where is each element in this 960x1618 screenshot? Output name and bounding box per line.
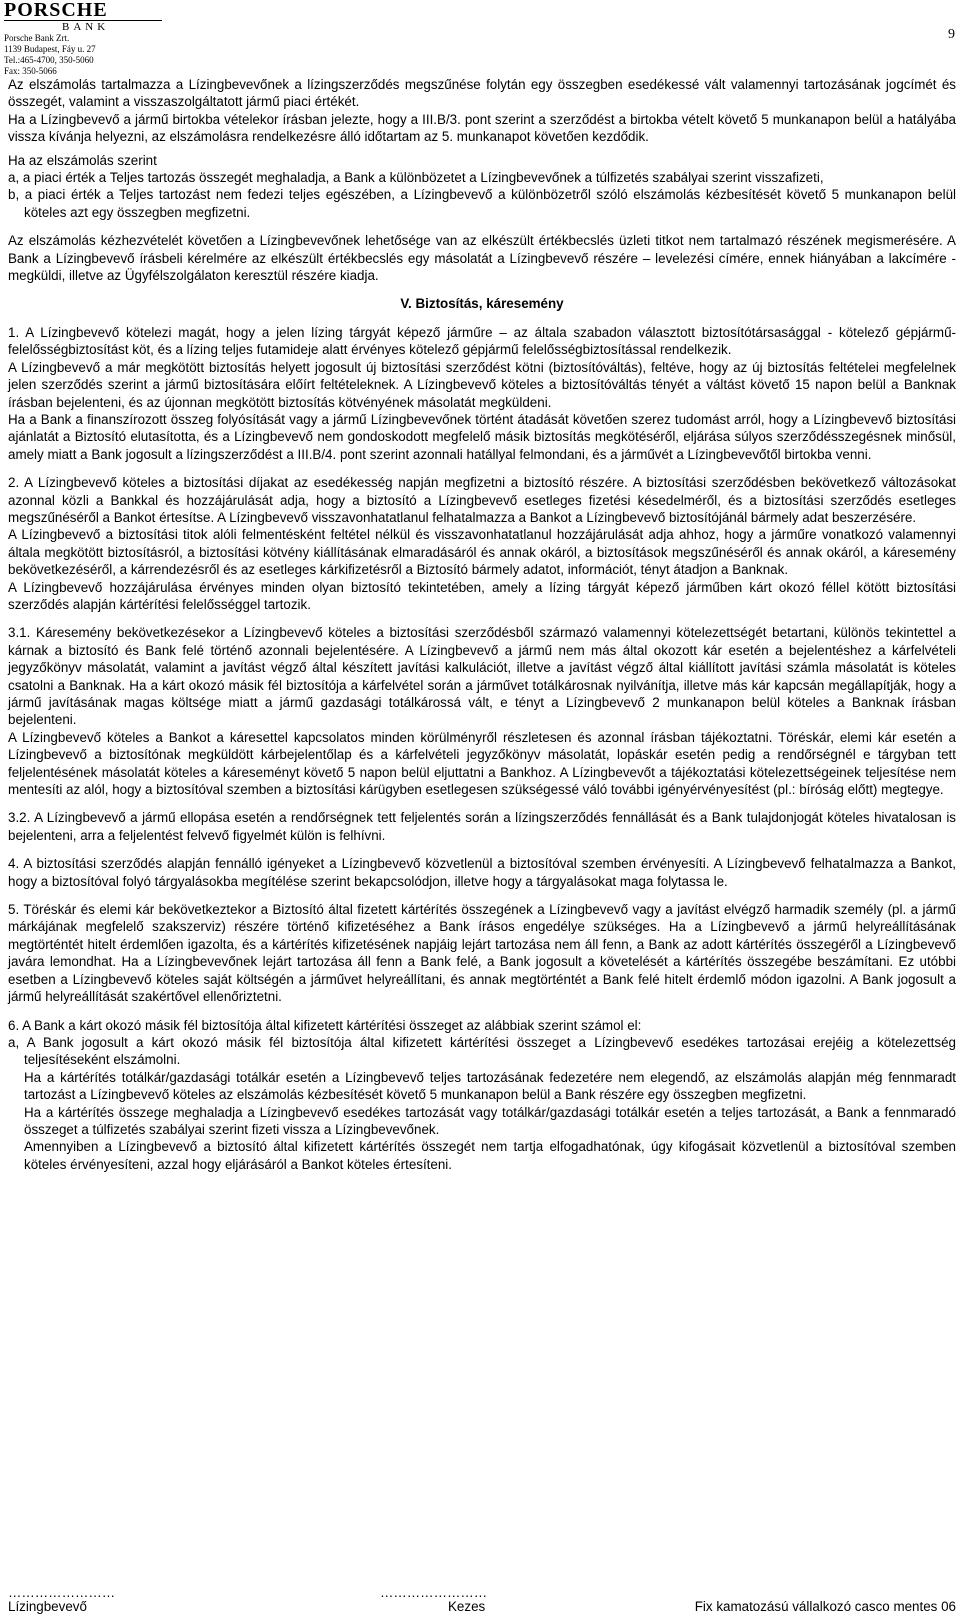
paragraph: Ha a kártérítés összege meghaladja a Lízingbevevő esedékes tartozását vagy totálkár/gazdasági totálkár esetén a teljes tartozását, a Bank a fennmaradó összeget a túlfizetés szabályai szerint fizeti vissza a Lízingbevevőnek. [24,1104,956,1137]
list-item: a, A Bank jogosult a kárt okozó másik fél biztosítója által kifizetett kártérítési összeget a Lízingbevevő esedékes tartozásai erejéig a kötelezettség teljesítéseként elszámolni. [8,1034,956,1068]
address-fax: Fax: 350-5066 [4,66,57,76]
letterhead [4,1,174,77]
address-company: Porsche Bank Zrt. [4,33,70,43]
paragraph: 2. A Lízingbevevő köteles a biztosítási díjakat az esedékesség napján megfizetni a biztosító részére. A biztosítási szerződésben bekövetkező változásokat azonnal közli a Bankkal és hozzájárulását adja, hogy a biztosító a Lízingbevevő esetleges fizetési késedelméről, és a biztosítási szerződés esetleges megszűnéséről a Bankot értesítse. A Lízingbevevő visszavonhatatlanul felhatalmazza a Bankot a Lízingbevevő biztosítójánál bármely adat beszerzésére. [8,475,956,525]
signature-label-guarantor: Kezes [448,1599,486,1614]
address-street: 1139 Budapest, Fáy u. 27 [4,44,96,54]
paragraph: A Lízingbevevő köteles a Bankot a káresettel kapcsolatos minden körülményről részletesen és azonnal írásban tájékoztatni. Töréskár, elemi kár esetén a Lízingbevevő a biztosítónak megküldött kárbejelentőlap és a kárfelvételi jegyzőkönyv másolatát, lopáskár esetén pedig a rendőrségnél e tárgyban tett feljelentésének másolatát köteles a káreseményt követő 5 napon belül eljuttatni a Bankhoz. A Lízingbevevőt a tájékoztatási kötelezettségeinek teljesítése nem mentesíti az alól, hogy a biztosítóval szemben a biztosítási kárügyben esetlegesen szükségessé váló további igényérvényesítést (pl.: bíróság előtt) megtegye. [8,729,956,798]
paragraph: 3.2. A Lízingbevevő a jármű ellopása esetén a rendőrségnek tett feljelentés során a lízingszerződés fennállását és a Bank tulajdonjogát köteles hivatalosan is bejelenteni, arra a feljelentést felvevő figyelmét külön is felhívni. [8,810,956,843]
paragraph: 1. A Lízingbevevő kötelezi magát, hogy a jelen lízing tárgyát képező járműre – az általa szabadon választott biztosítótársasággal - kötelező gépjármű-felelősségbiztosítást köt, és a lízing teljes futamideje alatt érvényes kötelező gépjármű felelősségbiztosítással rendelkezik. [8,324,956,358]
paragraph: 5. Töréskár és elemi kár bekövetkeztekor a Biztosító által fizetett kártérítés összegének a Lízingbevevő vagy a javítást elvégző harmadik személy (pl. a jármű márkájának megfelelő szakszerviz) részére történő kifizetéséhez a Bank írásos engedélye szükséges. Ha a Lízingbevevő a jármű helyreállításának megtörténtét hitelt érdemlően igazolta, és a kártérítés kifizetésének napjáig lejárt tartozása nem áll fenn, a Bank az adott kártérítés összegéről a Lízingbevevő javára lemondhat. Ha a Lízingbevevőnek lejárt tartozása áll fenn a Bank felé, a Bank jogosult a követelését a kártérítés összegébe beszámítani. Ez utóbbi esetben a Lízingbevevő köteles saját költségén a járművet helyreállítani, és annak megtörténtét a Bank felé hitelt érdemlő módon igazolni. A Bank jogosult a jármű helyreállítását szakértővel ellenőriztetni. [8,902,956,1005]
paragraph: Ha a kártérítés totálkár/gazdasági totálkár esetén a Lízingbevevő teljes tartozásának fedezetére nem elegendő, az elszámolás alapján még fennmaradt tartozást a Lízingbevevő köteles az elszámolás kézbesítését követő 5 munkanapon belül a Bank részére egy összegben megfizetni. [24,1069,956,1103]
logo-subtitle: BANK [62,21,110,33]
section-heading: V. Biztosítás, káresemény [400,296,564,312]
paragraph: Amennyiben a Lízingbevevő a biztosító által kifizetett kártérítés összegét nem tartja elfogadhatónak, úgy kifogásait közvetlenül a biztosítóval szemben köteles érvényesíteni, azzal hogy eljárásáról a Bankot köteles értesíteni. [24,1139,956,1172]
contract-name: Fix kamatozású vállalkozó casco mentes 06 [694,1599,956,1614]
porsche-bank-logo: PORSCHE [4,0,108,21]
paragraph: 4. A biztosítási szerződés alapján fennálló igényeket a Lízingbevevő közvetlenül a biztosítóval szemben érvényesíti. A Lízingbevevő felhatalmazza a Bankot, hogy a biztosítóval folyó tárgyalásokba megítélése szerint bekapcsolódjon, illetve hogy a tárgyalásokat maga folytassa le. [8,856,956,889]
address-phone: Tel.:465-4700, 350-5060 [4,55,94,65]
list-item: b, a piaci érték a Teljes tartozást nem fedezi teljes egészében, a Lízingbevevő a különbözetről szóló elszámolás kézbesítését követő 5 munkanapon belül köteles azt egy összegben megfizetni. [8,187,956,220]
signature-line-1: …………………… [8,1585,116,1600]
paragraph: 3.1. Káresemény bekövetkezésekor a Lízingbevevő köteles a biztosítási szerződésből származó valamennyi kötelezettségét betartani, különös tekintettel a kárnak a biztosító és Bank felé történő azonnali bejelentésére. A Lízingbevevő a jármű nem más által okozott kár esetén a bejelentéshez a kárfelvételi jegyzőkönyv másolatát, valamint a javítást végző által készített javítási kalkulációt, illetve a javítást végző által kiállított javítási számla másolatát is köteles csatolni a Banknak. Ha a kárt okozó másik fél biztosítója a kárfelvétel során a járművet totálkárosnak nyilvánítja, illetve más kár kapcsán megállapítják, hogy a jármű javításának magas költsége miatt a jármű gazdasági totálkárossá vált, e tényt a Lízingbevevő 2 munkanapon belül köteles a Banknak írásban bejelenteni. [8,625,956,728]
paragraph: A Lízingbevevő hozzájárulása érvényes minden olyan biztosító tekintetében, amely a lízing tárgyát képező járműben kárt okozó féllel kötött biztosítási szerződés alapján kártérítési felelősséggel tartozik. [8,579,956,612]
paragraph: Ha a Lízingbevevő a jármű birtokba vételekor írásban jelezte, hogy a III.B/3. pont szerint a szerződést a birtokba vételt követő 5 munkanapon belül a hatályába vissza kívánja helyezni, az elszámolásra rendelkezésre álló időtartam az 5. munkanapot követően kezdődik. [8,111,956,145]
page-number: 9 [948,27,955,42]
list-item: a, a piaci érték a Teljes tartozás összegét meghaladja, a Bank a különbözetet a Lízingbevevőnek a túlfizetés szabályai szerint visszafizeti, [8,170,824,186]
signature-line-2: …………………… [380,1585,488,1600]
paragraph: A Lízingbevevő a már megkötött biztosítás helyett jogosult új biztosítási szerződést kötni (biztosítóváltás), feltéve, hogy az új biztosítás feltételei megfelelnek jelen szerződés szerint a jármű biztosítására előírt feltételeknek. A Lízingbevevő köteles a biztosítóváltás tényét a váltást követő 15 napon belül a Banknak írásban bejelenteni, és az újonnan megkötött biztosítás kötvényének másolatát megküldeni. [8,359,956,410]
paragraph: Az elszámolás kézhezvételét követően a Lízingbevevőnek lehetősége van az elkészült értékbecslés üzleti titkot nem tartalmazó részének megismerésére. A Bank a Lízingbevevő írásbeli kérelmére az elkészült értékbecslés egy másolatát a Lízingbevevő részére – levelezési címére, ennek hiányában a lakcímére - megküldi, illetve az Ügyfélszolgálaton keresztül részére kiadja. [8,233,956,284]
document-body [8,76,956,1173]
paragraph: A Lízingbevevő a biztosítási titok alóli felmentésként feltétel nélkül és visszavonhatatlanul hozzájárulását adja ahhoz, hogy a járműre vonatkozó valamennyi általa megkötött biztosításról, a biztosítási kötvény kiállításának elmaradásáról és annak okáról, a biztosítások megszűnéséről és annak okáról, a káresemény bekövetkezéséről, a kárrendezésről és az esetleges kárkifizetésről a Biztosító bármely adatot, információt, tényt átadjon a Banknak. [8,527,956,578]
paragraph: 6. A Bank a kárt okozó másik fél biztosítója által kifizetett kártérítési összeget az alábbiak szerint számol el: [8,1017,642,1033]
paragraph: Ha a Bank a finanszírozott összeg folyósítását vagy a jármű Lízingbevevőnek történt átadását követően szerez tudomást arról, hogy a Lízingbevevő biztosítási ajánlatát a Biztosító elutasította, és a Lízingbevevő nem gondoskodott megfelelő másik biztosítás megkötéséről, eljárása súlyos szerződésszegésnek minősül, amely miatt a Bank jogosult a lízingszerződést a III.B/4. pont szerint azonnali hatállyal felmondani, és a járművét a Lízingbevevőtől birtokba venni. [8,411,956,462]
signature-label-lessee: Lízingbevevő [8,1599,87,1614]
paragraph: Az elszámolás tartalmazza a Lízingbevevőnek a lízingszerződés megszűnése folytán egy összegben esedékessé vált valamennyi tartozásának jogcímét és összegét, valamint a visszaszolgáltatott jármű piaci értékét. [8,77,956,110]
paragraph: Ha az elszámolás szerint [8,152,157,168]
